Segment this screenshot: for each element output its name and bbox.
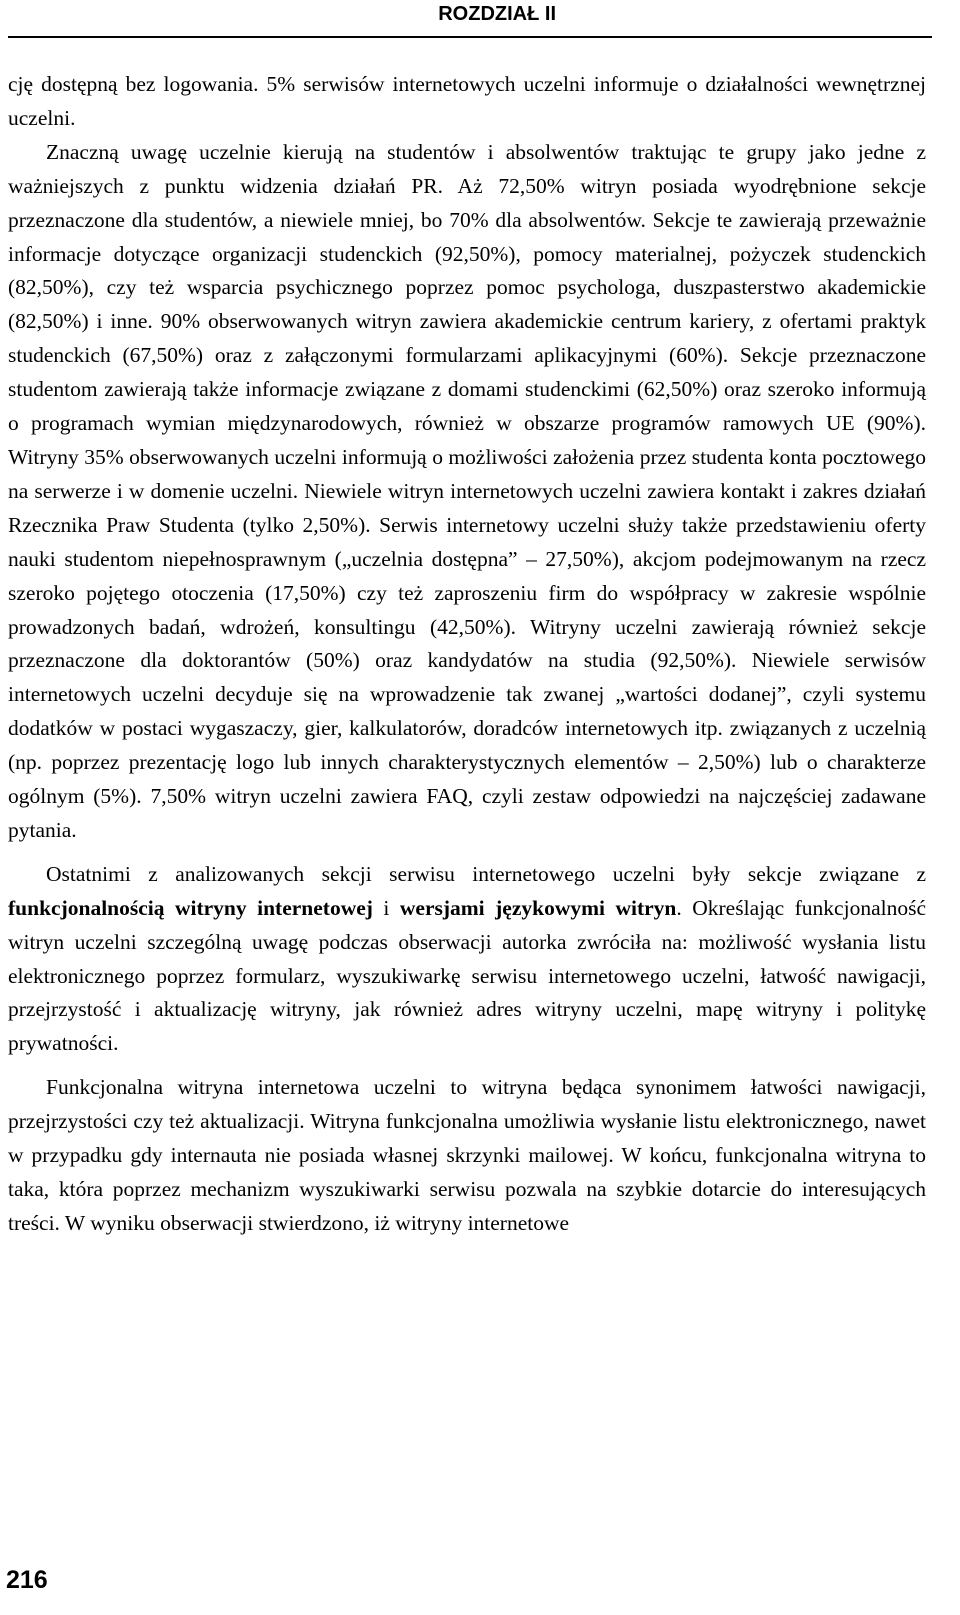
paragraph-gap bbox=[8, 848, 926, 858]
running-header bbox=[0, 0, 960, 36]
header-rule bbox=[8, 36, 932, 38]
paragraph-text: i bbox=[372, 895, 400, 920]
paragraph-functionality bbox=[8, 858, 926, 1061]
bold-term-language-versions: wersjami językowymi witryn bbox=[399, 895, 677, 920]
paragraph-continued: cję dostępną bez logowania. 5% serwisów internetowych uczelni informuje o działalności wewnętrznej uczelni. bbox=[8, 72, 926, 130]
paragraph-functional-site: Funkcjonalna witryna internetowa uczelni to witryna będąca synonimem łatwości nawigacji, przejrzystości czy też aktualizacji. Witryna funkcjonalna umożliwia wysłanie listu elektronicznego, nawet w przypadku gdy internauta nie posiada własnej skrzynki mailowej. W końcu, funkcjonalna witryna to taka, która poprzez mechanizm wyszukiwarki serwisu pozwala na szybkie dotarcie do interesujących treści. W wyniku obserwacji stwierdzono, iż witryny internetowe bbox=[8, 1075, 926, 1235]
chapter-title: ROZDZIAŁ II bbox=[438, 3, 556, 25]
bold-term-functionality: funkcjonalnością witryny internetowej bbox=[8, 895, 373, 920]
paragraph-students: Znaczną uwagę uczelnie kierują na studentów i absolwentów traktując te grupy jako jedne z ważniejszych z punktu widzenia działań PR. Aż 72,50% witryn posiada wyodrębnione sekcje przeznaczone dla studentów, a niewiele mniej, bo 70% dla absolwentów. Sekcje te zawierają przeważnie informacje dotyczące organizacji studenckich (92,50%), pomocy materialnej, pożyczek studenckich (82,50%), czy też wsparcia psychicznego poprzez pomoc psychologa, duszpasterstwo akademickie (82,50%) i inne. 90% obserwowanych witryn zawiera akademickie centrum kariery, z ofertami praktyk studenckich (67,50%) oraz z załączonymi formularzami aplikacyjnymi (60%). Sekcje przeznaczone studentom zawierają także informacje związane z domami studenckimi (62,50%) oraz szeroko informują o programach wymian międzynarodowych, również w obszarze programów ramowych UE (90%). Witryny 35% obserwowanych uczelni informują o możliwości założenia przez studenta konta pocztowego na serwerze i w domenie uczelni. Niewiele witryn internetowych uczelni zawiera kontakt i zakres działań Rzecznika Praw Studenta (tylko 2,50%). Serwis internetowy uczelni służy także przedstawieniu oferty nauki studentom niepełnosprawnym („uczelnia dostępna” – 27,50%), akcjom podejmowanym na rzecz szeroko pojętego otoczenia (17,50%) czy też zaproszeniu firm do współpracy w zakresie wspólnie prowadzonych badań, wdrożeń, konsultingu (42,50%). Witryny uczelni zawierają również sekcje przeznaczone dla doktorantów (50%) oraz kandydatów na studia (92,50%). Niewiele serwisów internetowych uczelni decyduje się na wprowadzenie tak zwanej „wartości dodanej”, czyli systemu dodatków w postaci wygaszaczy, gier, kalkulatorów, doradców internetowych itp. związanych z uczelnią (np. poprzez prezentację logo lub innych charakterystycznych elementów – 2,50%) lub o charakterze ogólnym (5%). 7,50% witryn uczelni zawiera FAQ, czyli zestaw odpowiedzi na najczęściej zadawane pytania. bbox=[8, 139, 926, 842]
body-text bbox=[8, 68, 926, 1241]
paragraph-text: Ostatnimi z analizowanych sekcji serwisu internetowego uczelni były sekcje związane z bbox=[46, 861, 926, 886]
paragraph-gap bbox=[8, 1061, 926, 1071]
page-number: 216 bbox=[6, 1566, 48, 1594]
paragraph-text: . Określając funkcjonalność witryn uczelni szczególną uwagę podczas obserwacji autorka zwróciła na: możliwość wysłania listu elektronicznego poprzez formularz, wyszukiwarkę serwisu internetowego uczelni, łatwość nawigacji, przejrzystość i aktualizację witryny, jak również adres witryny uczelni, mapę witryny i politykę prywatności. bbox=[8, 895, 926, 1056]
